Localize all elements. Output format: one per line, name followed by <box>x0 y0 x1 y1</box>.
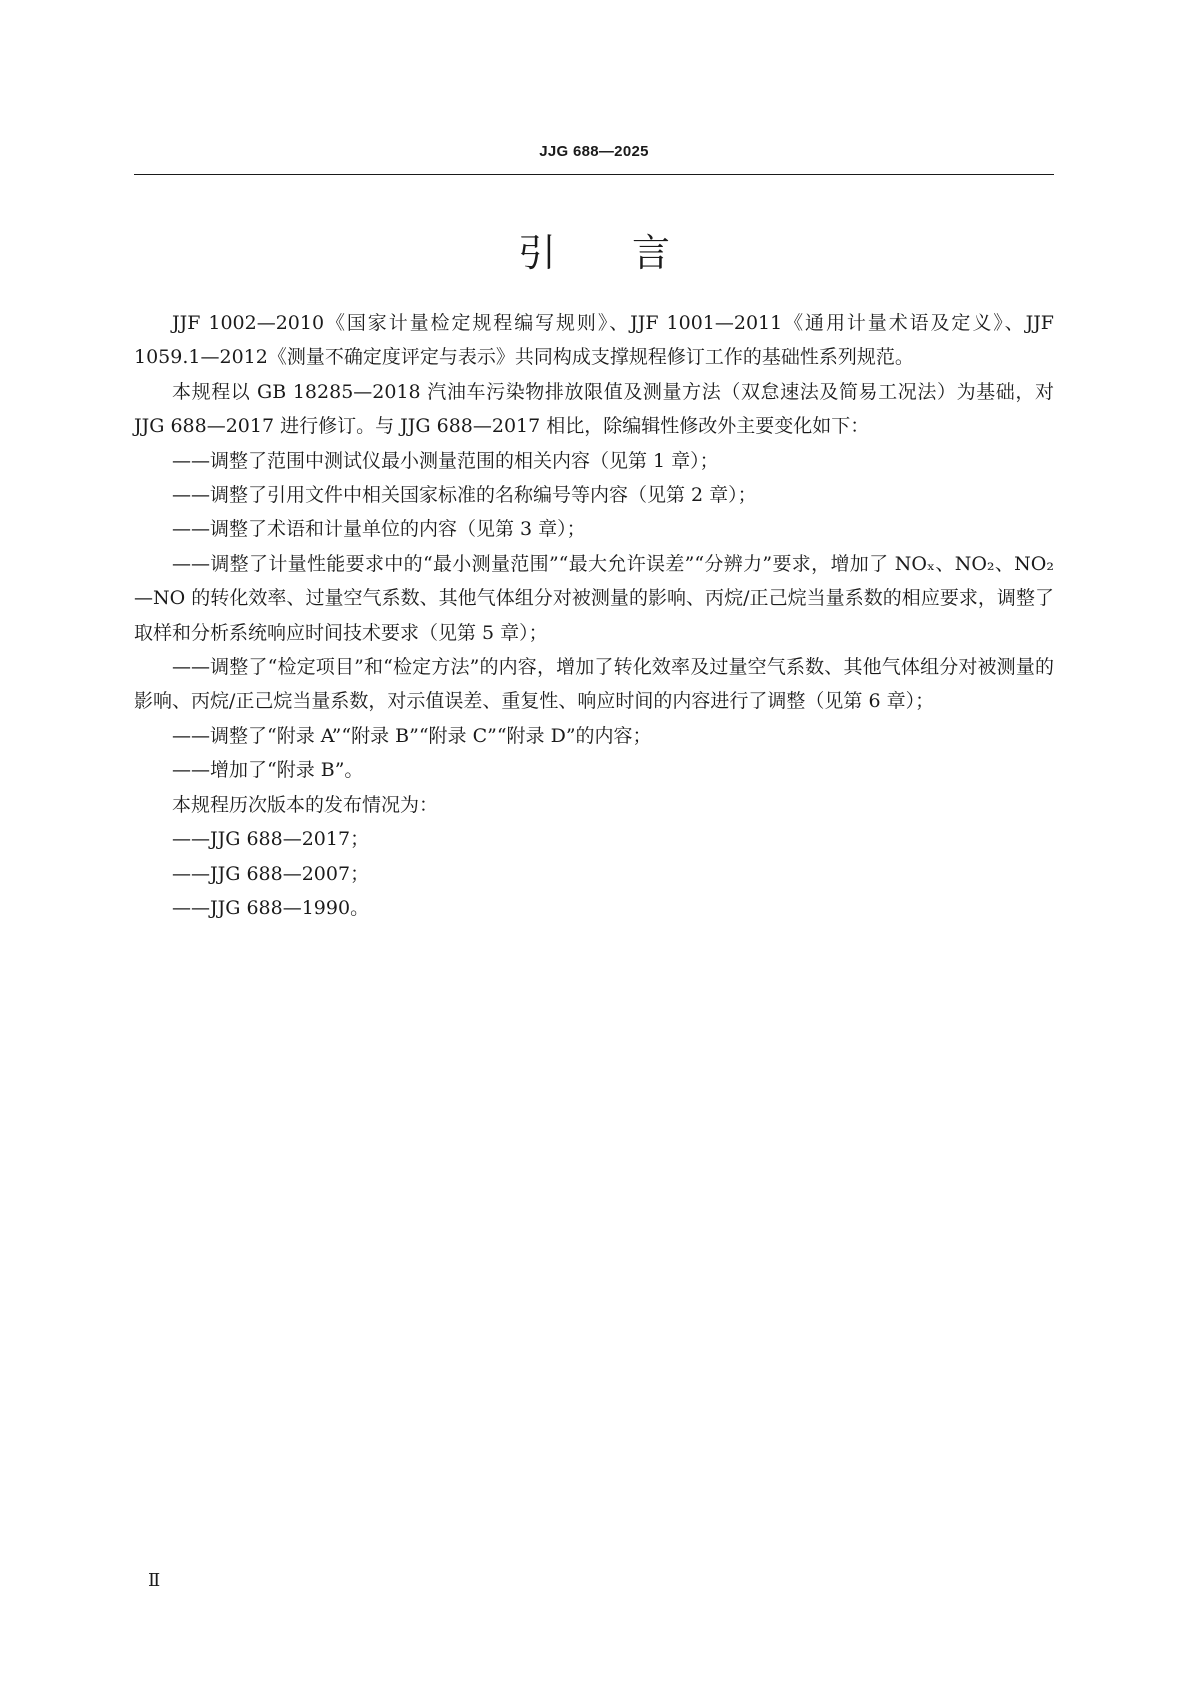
history-item-1990: ——JJG 688—1990。 <box>172 896 370 919</box>
history-item-2017: ——JJG 688—2017； <box>172 828 370 851</box>
header-divider <box>134 174 1054 175</box>
change-item-scope: ——调整了范围中测试仪最小测量范围的相关内容（见第 1 章）； <box>172 449 719 472</box>
history-item-2007: ——JJG 688—2007； <box>172 862 370 885</box>
paragraph-references: JJF 1002—2010《国家计量检定规程编写规则》、JJF 1001—2011《通用计量术语及定义》、JJF 1059.1—2012《测量不确定度评定与表示》共同构成支撑规程修订工作的基础性系列规范。 <box>134 312 1054 369</box>
paragraph-history-intro: 本规程历次版本的发布情况为： <box>172 793 439 816</box>
paragraph-basis: 本规程以 GB 18285—2018 汽油车污染物排放限值及测量方法（双怠速法及简易工况法）为基础，对 JJG 688—2017 进行修订。与 JJG 688—2017 相比，除编辑性修改外主要变化如下： <box>134 380 1054 438</box>
document-code-header: JJG 688—2025 <box>539 143 649 160</box>
change-item-verification: ——调整了“检定项目”和“检定方法”的内容，增加了转化效率及过量空气系数、其他气体组分对被测量的影响、丙烷/正己烷当量系数，对示值误差、重复性、响应时间的内容进行了调整（见第 6 章）； <box>134 656 1054 713</box>
change-item-references: ——调整了引用文件中相关国家标准的名称编号等内容（见第 2 章）； <box>172 484 757 507</box>
change-item-metrology-requirements: ——调整了计量性能要求中的“最小测量范围”“最大允许误差”“分辨力”要求，增加了 NOₓ、NO₂、NO₂—NO 的转化效率、过量空气系数、其他气体组分对被测量的影响、丙烷/正己烷当量系数的相应要求，调整了取样和分析系统响应时间技术要求（见第 5 章）； <box>134 552 1054 644</box>
change-item-terms: ——调整了术语和计量单位的内容（见第 3 章）； <box>172 518 586 541</box>
change-item-added-appendix: ——增加了“附录 B”。 <box>172 759 364 782</box>
foreword-body <box>134 306 1054 925</box>
page-number: Ⅱ <box>148 1570 161 1591</box>
change-item-appendices: ——调整了“附录 A”“附录 B”“附录 C”“附录 D”的内容； <box>172 724 652 747</box>
page-title: 引言 <box>517 231 746 275</box>
